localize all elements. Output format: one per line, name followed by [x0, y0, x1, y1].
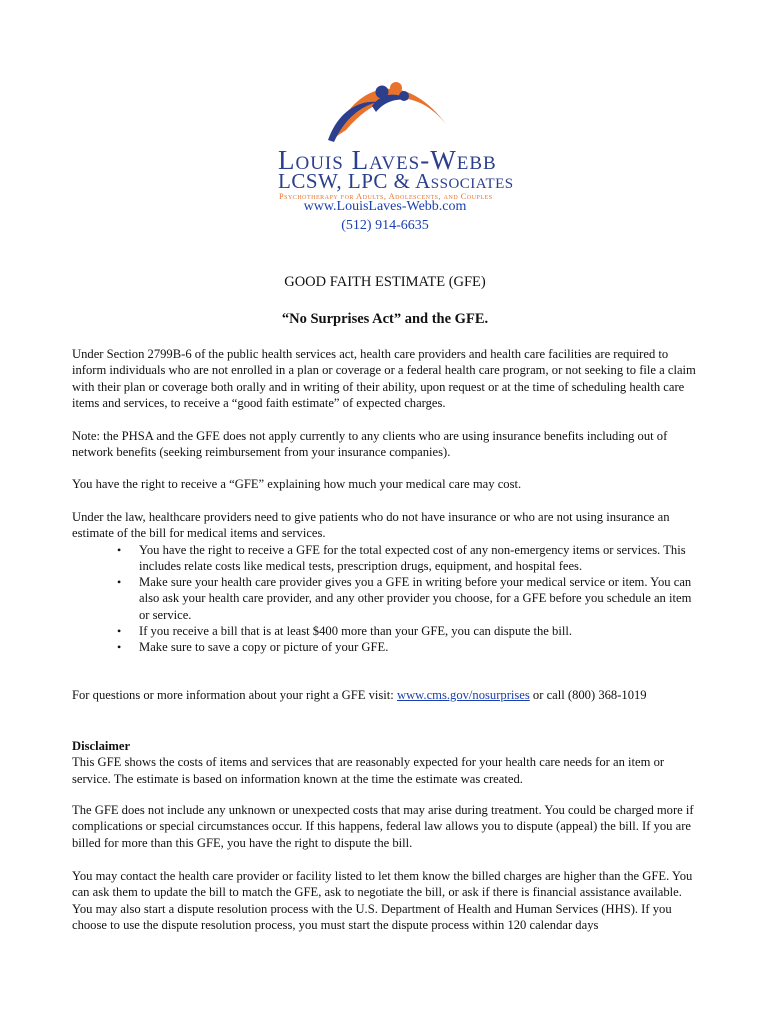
rights-bullet-list	[72, 542, 700, 656]
paragraph-contact-provider: You may contact the health care provider or facility listed to let them know the billed charges are higher than the GFE. You can ask them to update the bill to match the GFE, ask to negotiate the bill, or ask if there is financial assistance available.	[72, 869, 693, 900]
logo-credentials: LCSW, LPC & Associates	[278, 169, 514, 193]
disclaimer-text: This GFE shows the costs of items and services that are reasonably expected for your health care needs for an item or service. The estimate is based on information known at the time the estimate was created.	[72, 755, 665, 786]
disclaimer-heading: Disclaimer	[72, 739, 131, 753]
law-section	[72, 509, 700, 656]
paragraph-section-2799b6: Under Section 2799B-6 of the public health services act, health care providers and health care facilities are required to inform individuals who are not enrolled in a plan or coverage or a federal health care program, or not seeking to file a claim with their plan or coverage both orally and in writing of their ability, upon request or at the time of scheduling health care items and services, to receive a “good faith estimate” of expected charges.	[72, 347, 696, 410]
paragraph-under-the-law: Under the law, healthcare providers need to give patients who do not have insurance or who are not using insurance an estimate of the bill for medical items and services.	[72, 510, 670, 541]
logo-tagline: Psychotherapy for Adults, Adolescents, and Couples	[279, 192, 493, 201]
paragraph-right-to-gfe: You have the right to receive a “GFE” explaining how much your medical care may cost.	[72, 477, 522, 491]
document-title: GOOD FAITH ESTIMATE (GFE)	[284, 274, 486, 290]
logo-practice-name: Louis Laves-Webb	[278, 145, 497, 175]
more-info-prefix: For questions or more information about your right a GFE visit:	[72, 688, 397, 702]
document-subtitle: “No Surprises Act” and the GFE.	[281, 311, 489, 327]
phone-number: (512) 914-6635	[341, 218, 429, 233]
cms-link[interactable]: www.cms.gov/nosurprises	[396, 688, 530, 702]
bullet-item: • Make sure your health care provider gives you a GFE in writing before your medical service or item. You can also ask your health care provider, and any other provider you choose, for a GFE before you schedule an item or service.	[72, 574, 700, 623]
website-link[interactable]: www.LouisLaves-Webb.com	[303, 199, 467, 214]
paragraph-more-info	[72, 687, 700, 703]
paragraph-unknown-costs: The GFE does not include any unknown or unexpected costs that may arise during treatment. You could be charged more if complications or special circumstances occur. If this happens, federal law allows you to dispute (appeal) the bill. If you are billed for more than this GFE, you have the right to dispute the bill.	[72, 803, 694, 850]
more-info-suffix: or call (800) 368-1019	[529, 688, 647, 702]
dispute-section	[72, 868, 700, 933]
bullet-item: • Make sure to save a copy or picture of your GFE.	[72, 639, 700, 655]
bullet-item: • If you receive a bill that is at least $400 more than your GFE, you can dispute the bill.	[72, 623, 700, 639]
logo-figures-icon	[322, 66, 462, 146]
paragraph-dispute-process: You may also start a dispute resolution process with the U.S. Department of Health and Human Services (HHS). If you choose to use the dispute resolution process, you must start the dispute process within 120 calendar days	[72, 901, 672, 932]
paragraph-phsa-note: Note: the PHSA and the GFE does not apply currently to any clients who are using insurance benefits including out of network benefits (seeking reimbursement from your insurance companies).	[72, 429, 668, 460]
disclaimer-section	[72, 738, 700, 787]
bullet-item: • You have the right to receive a GFE for the total expected cost of any non-emergency items or services. This includes relate costs like medical tests, prescription drugs, equipment, and hospital fees.	[72, 542, 700, 575]
practice-logo	[270, 66, 514, 201]
